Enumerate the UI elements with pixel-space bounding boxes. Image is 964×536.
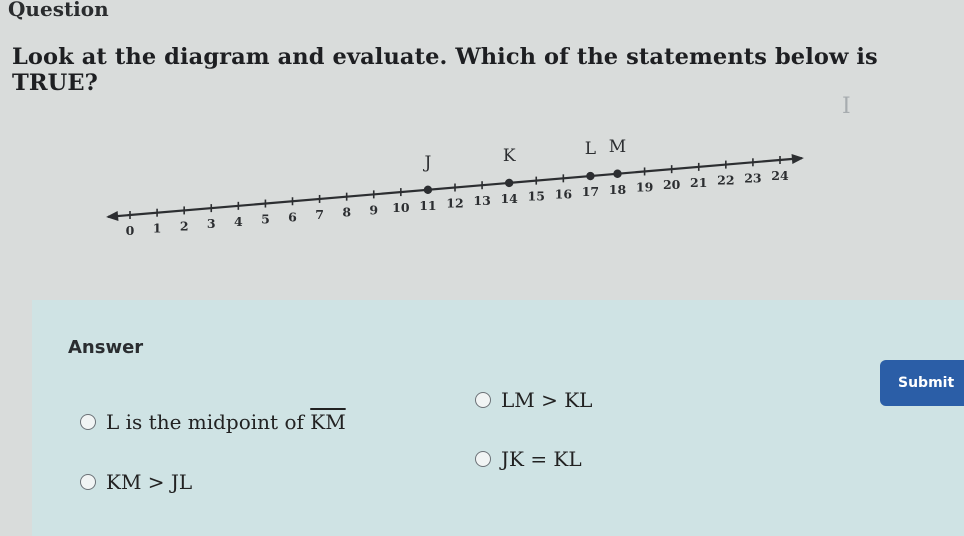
point-label-k: K [502, 145, 516, 166]
tick-label: 4 [233, 213, 243, 229]
point-l [586, 172, 594, 180]
text-cursor-icon: I [842, 94, 851, 119]
point-k [505, 179, 513, 187]
tick-label: 1 [152, 220, 162, 236]
tick-label: 14 [500, 190, 518, 206]
point-label-m: M [608, 136, 627, 157]
tick-label: 18 [608, 181, 627, 197]
option-lm-gt-kl[interactable] [475, 388, 592, 412]
tick-label: 10 [392, 200, 410, 216]
point-label-l: L [584, 139, 597, 160]
option-text: L is the midpoint of $\overline{KM}$ [106, 410, 346, 434]
segment-km: $\overline{KM}$ [310, 410, 346, 434]
tick-label: 20 [662, 177, 681, 193]
tick-label: 3 [206, 216, 216, 232]
question-heading: Question [8, 0, 109, 21]
option-text: JK = KL [501, 447, 582, 471]
tick-label: 22 [717, 172, 735, 188]
option-text: KM > JL [106, 470, 193, 494]
tick-label: 8 [342, 204, 352, 220]
tick-label: 24 [771, 168, 789, 183]
tick-label: 0 [125, 223, 135, 238]
tick-label: 6 [288, 209, 297, 225]
option-jk-eq-kl[interactable] [475, 447, 582, 471]
option-text: LM > KL [501, 388, 593, 412]
tick-label: 2 [179, 218, 189, 234]
submit-button[interactable]: Submit [880, 360, 964, 406]
tick-label: 9 [369, 202, 379, 218]
point-j [424, 186, 432, 194]
left-arrow-icon [106, 211, 118, 221]
tick-label: 19 [635, 179, 654, 195]
radio-button[interactable] [475, 392, 491, 408]
tick-label: 7 [315, 206, 324, 222]
tick-label: 5 [261, 211, 270, 227]
tick-label: 17 [581, 184, 600, 200]
option-midpoint[interactable] [80, 410, 346, 434]
radio-button[interactable] [475, 451, 491, 467]
tick-label: 11 [419, 197, 437, 213]
radio-button[interactable] [80, 474, 96, 490]
point-label-j: J [424, 152, 432, 173]
option-km-gt-jl[interactable] [80, 470, 192, 494]
number-line-diagram [95, 130, 825, 240]
tick-label: 13 [473, 193, 491, 209]
tick-label: 15 [527, 188, 545, 204]
answer-heading: Answer [68, 337, 144, 358]
right-arrow-icon [792, 154, 804, 164]
radio-button[interactable] [80, 414, 96, 430]
tick-label: 12 [446, 195, 464, 211]
point-m [613, 170, 621, 178]
tick-label: 21 [690, 174, 708, 190]
number-line-svg [95, 130, 825, 240]
tick-label: 16 [554, 186, 573, 202]
question-prompt: Look at the diagram and evaluate. Which of the statements below is TRUE? [12, 44, 878, 96]
tick-label: 23 [744, 170, 762, 186]
